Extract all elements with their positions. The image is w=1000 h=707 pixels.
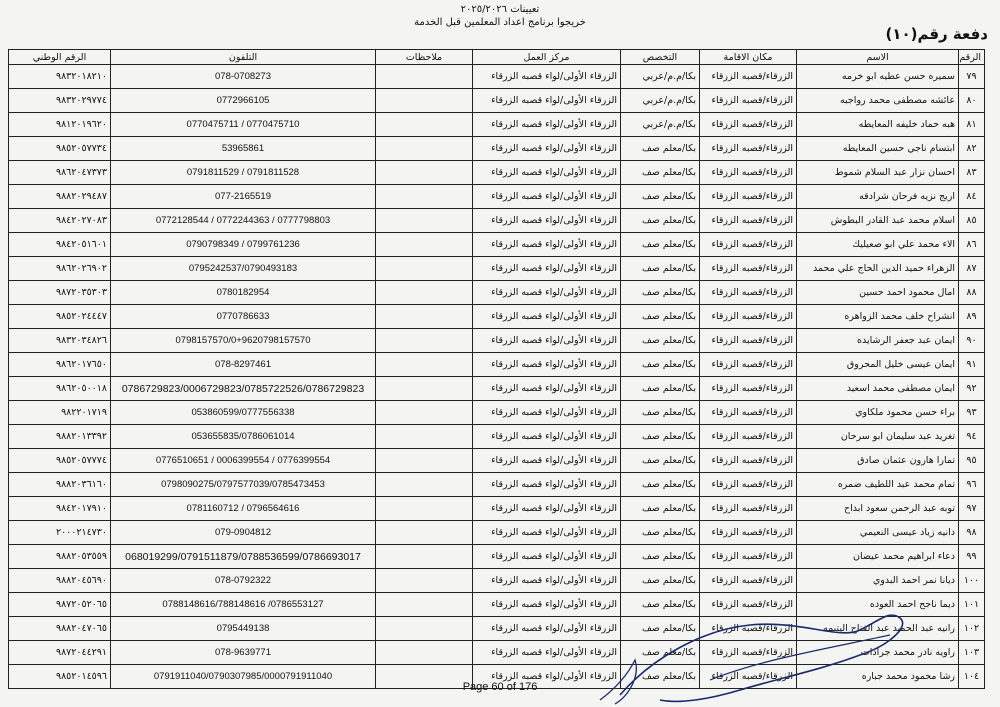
table-row [9,617,985,641]
phone-number-cell: 079-0904812 [111,521,376,545]
workplace-cell: الزرقاء الأولى/لواء قصبه الزرقاء [473,89,621,113]
notes-cell [376,353,473,377]
national-id-cell: ٩٨٥٢٠١٤٥٩٦ [9,665,111,689]
notes-cell [376,449,473,473]
residence-cell: الزرقاء/قصبه الزرقاء [700,665,797,689]
phone-number-cell: 0780182954 [111,281,376,305]
notes-cell [376,281,473,305]
row-number-cell: ٨٤ [959,185,985,209]
workplace-cell: الزرقاء الأولى/لواء قصبه الزرقاء [473,449,621,473]
specialty-cell: بكا/معلم صف [621,161,700,185]
row-number-cell: ٨٧ [959,257,985,281]
phone-number-cell: 068019299/0791511879/0788536599/0786693017 [111,545,376,569]
workplace-cell: الزرقاء الأولى/لواء قصبه الزرقاء [473,425,621,449]
national-id-cell: ٩٨٤٢٠١٧٩١٠ [9,497,111,521]
specialty-cell: بكا/معلم صف [621,569,700,593]
table-row [9,305,985,329]
row-number-cell: ٨٨ [959,281,985,305]
row-number-cell: ٩٠ [959,329,985,353]
col-header-residence: مكان الاقامة [700,50,797,65]
workplace-cell: الزرقاء الأولى/لواء قصبه الزرقاء [473,401,621,425]
residence-cell: الزرقاء/قصبه الزرقاء [700,593,797,617]
residence-cell: الزرقاء/قصبه الزرقاء [700,473,797,497]
notes-cell [376,473,473,497]
person-name-cell: امال محمود احمد حسين [797,281,959,305]
residence-cell: الزرقاء/قصبه الزرقاء [700,281,797,305]
table-row [9,329,985,353]
residence-cell: الزرقاء/قصبه الزرقاء [700,401,797,425]
specialty-cell: بكا/معلم صف [621,545,700,569]
phone-number-cell: 0795242537/0790493183 [111,257,376,281]
national-id-cell: ٩٨٧٢٠٤٤٢٩١ [9,641,111,665]
batch-number: دفعة رقم(١٠) [885,25,988,43]
notes-cell [376,209,473,233]
table-row [9,89,985,113]
workplace-cell: الزرقاء الأولى/لواء قصبه الزرقاء [473,185,621,209]
table-row [9,641,985,665]
table-row [9,377,985,401]
residence-cell: الزرقاء/قصبه الزرقاء [700,497,797,521]
national-id-cell: ٩٨٨٢٠٣٦١٦٠ [9,473,111,497]
row-number-cell: ٧٩ [959,65,985,89]
notes-cell [376,113,473,137]
phone-number-cell: 0772966105 [111,89,376,113]
workplace-cell: الزرقاء الأولى/لواء قصبه الزرقاء [473,473,621,497]
national-id-cell: ٩٨٦٢٠٢٦٩٠٢ [9,257,111,281]
workplace-cell: الزرقاء الأولى/لواء قصبه الزرقاء [473,113,621,137]
table-row [9,209,985,233]
specialty-cell: بكا/م.م/عربي [621,89,700,113]
workplace-cell: الزرقاء الأولى/لواء قصبه الزرقاء [473,257,621,281]
national-id-cell: ٩٨٨٢٠٤٧٠٦٥ [9,617,111,641]
phone-number-cell: 078-0792322 [111,569,376,593]
person-name-cell: عائشه مصطفى محمد رواجبه [797,89,959,113]
residence-cell: الزرقاء/قصبه الزرقاء [700,617,797,641]
national-id-cell: ٩٨٤٢٠٢٧٠٨٣ [9,209,111,233]
phone-number-cell: 0790798349 / 0799761236 [111,233,376,257]
notes-cell [376,377,473,401]
residence-cell: الزرقاء/قصبه الزرقاء [700,257,797,281]
phone-number-cell: 078-9639771 [111,641,376,665]
specialty-cell: بكا/معلم صف [621,497,700,521]
notes-cell [376,545,473,569]
row-number-cell: ٩٩ [959,545,985,569]
person-name-cell: ايمان عيسى خليل المحروق [797,353,959,377]
row-number-cell: ٩٣ [959,401,985,425]
person-name-cell: احسان نزار عبد السلام شموط [797,161,959,185]
table-row [9,497,985,521]
notes-cell [376,257,473,281]
workplace-cell: الزرقاء الأولى/لواء قصبه الزرقاء [473,377,621,401]
row-number-cell: ٩٤ [959,425,985,449]
document-title: تعيينات ٢٠٢٥/٢٠٢٦ [460,4,540,15]
specialty-cell: بكا/معلم صف [621,209,700,233]
residence-cell: الزرقاء/قصبه الزرقاء [700,161,797,185]
table-row [9,473,985,497]
workplace-cell: الزرقاء الأولى/لواء قصبه الزرقاء [473,593,621,617]
row-number-cell: ١٠٢ [959,617,985,641]
residence-cell: الزرقاء/قصبه الزرقاء [700,569,797,593]
notes-cell [376,569,473,593]
table-row [9,113,985,137]
table-row [9,281,985,305]
person-name-cell: انشراح خلف محمد الزواهره [797,305,959,329]
workplace-cell: الزرقاء الأولى/لواء قصبه الزرقاء [473,281,621,305]
specialty-cell: بكا/معلم صف [621,425,700,449]
specialty-cell: بكا/معلم صف [621,641,700,665]
col-header-phone: التلفون [111,50,376,65]
workplace-cell: الزرقاء الأولى/لواء قصبه الزرقاء [473,545,621,569]
specialty-cell: بكا/معلم صف [621,185,700,209]
workplace-cell: الزرقاء الأولى/لواء قصبه الزرقاء [473,497,621,521]
residence-cell: الزرقاء/قصبه الزرقاء [700,113,797,137]
specialty-cell: بكا/معلم صف [621,281,700,305]
residence-cell: الزرقاء/قصبه الزرقاء [700,545,797,569]
person-name-cell: راويه نادر محمد جرادات [797,641,959,665]
person-name-cell: ديانا نمر احمد البدوي [797,569,959,593]
person-name-cell: تغريد عبد سليمان ابو سرحان [797,425,959,449]
person-name-cell: اريج نزيه فرحان شرادقه [797,185,959,209]
phone-number-cell: 0791911040/0790307985/0000791911040 [111,665,376,689]
phone-number-cell: 0772128544 / 0772244363 / 0777798803 [111,209,376,233]
national-id-cell: ٩٨٨٢٠٤٥٦٩٠ [9,569,111,593]
specialty-cell: بكا/معلم صف [621,377,700,401]
notes-cell [376,161,473,185]
row-number-cell: ١٠٠ [959,569,985,593]
col-header-num: الرقم [959,50,985,65]
person-name-cell: براء حسن محمود ملكاوي [797,401,959,425]
table-row [9,185,985,209]
residence-cell: الزرقاء/قصبه الزرقاء [700,305,797,329]
row-number-cell: ٩٦ [959,473,985,497]
person-name-cell: الاء محمد علي ابو صعيليك [797,233,959,257]
person-name-cell: ابتسام ناجي حسين المعايطه [797,137,959,161]
workplace-cell: الزرقاء الأولى/لواء قصبه الزرقاء [473,137,621,161]
phone-number-cell: 078-8297461 [111,353,376,377]
notes-cell [376,641,473,665]
person-name-cell: دعاء ابراهيم محمد عيضان [797,545,959,569]
workplace-cell: الزرقاء الأولى/لواء قصبه الزرقاء [473,665,621,689]
residence-cell: الزرقاء/قصبه الزرقاء [700,641,797,665]
specialty-cell: بكا/معلم صف [621,473,700,497]
row-number-cell: ٩٧ [959,497,985,521]
specialty-cell: بكا/معلم صف [621,449,700,473]
table-row [9,401,985,425]
specialty-cell: بكا/م.م/عربي [621,113,700,137]
col-header-workplace: مركز العمل [473,50,621,65]
person-name-cell: ايمان عبد جعفر الرشايده [797,329,959,353]
table-row [9,521,985,545]
notes-cell [376,593,473,617]
workplace-cell: الزرقاء الأولى/لواء قصبه الزرقاء [473,641,621,665]
table-row [9,353,985,377]
table-row [9,233,985,257]
table-row [9,161,985,185]
notes-cell [376,521,473,545]
national-id-cell: ٩٨٥٢٠٢٤٤٤٧ [9,305,111,329]
national-id-cell: ٩٨٨٢٠٢٩٤٨٧ [9,185,111,209]
phone-number-cell: 0781160712 / 0796564616 [111,497,376,521]
notes-cell [376,137,473,161]
workplace-cell: الزرقاء الأولى/لواء قصبه الزرقاء [473,569,621,593]
national-id-cell: ٩٨٥٢٠٥٧٧٣٤ [9,137,111,161]
specialty-cell: بكا/معلم صف [621,521,700,545]
national-id-cell: ٢٠٠٠٢١٤٧٣٠ [9,521,111,545]
specialty-cell: بكا/معلم صف [621,233,700,257]
specialty-cell: بكا/معلم صف [621,593,700,617]
row-number-cell: ١٠١ [959,593,985,617]
person-name-cell: تمارا هارون عثمان صادق [797,449,959,473]
residence-cell: الزرقاء/قصبه الزرقاء [700,137,797,161]
row-number-cell: ٨١ [959,113,985,137]
row-number-cell: ٩٢ [959,377,985,401]
phone-number-cell: 0770786633 [111,305,376,329]
national-id-cell: ٩٨٨٢٠١٣٣٩٢ [9,425,111,449]
national-id-cell: ٩٨١٢٠١٩٦٢٠ [9,113,111,137]
row-number-cell: ٩٨ [959,521,985,545]
specialty-cell: بكا/معلم صف [621,617,700,641]
national-id-cell: ٩٨٤٢٠٥١٦٠١ [9,233,111,257]
specialty-cell: بكا/م.م/عربي [621,65,700,89]
national-id-cell: ٩٨٣٢٠٣٤٨٢٦ [9,329,111,353]
residence-cell: الزرقاء/قصبه الزرقاء [700,65,797,89]
national-id-cell: ٩٨٥٢٠٥٧٧٧٤ [9,449,111,473]
phone-number-cell: 0795449138 [111,617,376,641]
person-name-cell: ايمان مصطفى محمد اسعيد [797,377,959,401]
notes-cell [376,65,473,89]
page-number: Page 60 of 176 [462,681,538,693]
workplace-cell: الزرقاء الأولى/لواء قصبه الزرقاء [473,305,621,329]
row-number-cell: ٩٥ [959,449,985,473]
phone-number-cell: 0791811529 / 0791811528 [111,161,376,185]
appointments-table [8,49,985,689]
row-number-cell: ١٠٤ [959,665,985,689]
notes-cell [376,329,473,353]
table-row [9,137,985,161]
document-subtitle: خريجوا برنامج اعداد المعلمين قبل الخدمة [414,17,586,28]
person-name-cell: دانيه زياد عيسى النعيمي [797,521,959,545]
row-number-cell: ٨٥ [959,209,985,233]
national-id-cell: ٩٨٨٢٠٥٣٥٥٩ [9,545,111,569]
phone-number-cell: 053860599/0777556338 [111,401,376,425]
row-number-cell: ٨٣ [959,161,985,185]
person-name-cell: رانيه عبد الحميد عبد الفتاح اليتيمه [797,617,959,641]
national-id-cell: ٩٨٦٢٠٥٠٠١٨ [9,377,111,401]
row-number-cell: ٨٩ [959,305,985,329]
notes-cell [376,401,473,425]
national-id-cell: ٩٨٦٢٠٤٧٣٧٣ [9,161,111,185]
person-name-cell: الزهراء حميد الدين الحاج علي محمد [797,257,959,281]
col-header-national-id: الرقم الوطني [9,50,111,65]
specialty-cell: بكا/معلم صف [621,401,700,425]
workplace-cell: الزرقاء الأولى/لواء قصبه الزرقاء [473,65,621,89]
person-name-cell: ديما ناجح احمد العوده [797,593,959,617]
national-id-cell: ٩٨٧٢٠٣٥٣٠٣ [9,281,111,305]
table-row [9,425,985,449]
residence-cell: الزرقاء/قصبه الزرقاء [700,89,797,113]
notes-cell [376,617,473,641]
row-number-cell: ٩١ [959,353,985,377]
workplace-cell: الزرقاء الأولى/لواء قصبه الزرقاء [473,617,621,641]
national-id-cell: ٩٨٢٢٠١٧١٩ [9,401,111,425]
phone-number-cell: 0770475711 / 0770475710 [111,113,376,137]
notes-cell [376,497,473,521]
row-number-cell: ٨٦ [959,233,985,257]
table-row [9,569,985,593]
table-row [9,449,985,473]
national-id-cell: ٩٨٧٢٠٥٢٠٦٥ [9,593,111,617]
row-number-cell: ٨٢ [959,137,985,161]
row-number-cell: ١٠٣ [959,641,985,665]
national-id-cell: ٩٨٣٢٠٢٩٧٧٤ [9,89,111,113]
workplace-cell: الزرقاء الأولى/لواء قصبه الزرقاء [473,233,621,257]
notes-cell [376,185,473,209]
workplace-cell: الزرقاء الأولى/لواء قصبه الزرقاء [473,209,621,233]
national-id-cell: ٩٨٦٢٠١٧٦٥٠ [9,353,111,377]
phone-number-cell: 53965861 [111,137,376,161]
notes-cell [376,89,473,113]
residence-cell: الزرقاء/قصبه الزرقاء [700,353,797,377]
specialty-cell: بكا/معلم صف [621,257,700,281]
phone-number-cell: 0788148616/788148616 /0786553127 [111,593,376,617]
phone-number-cell: 0776510651 / 0006399554 / 0776399554 [111,449,376,473]
specialty-cell: بكا/معلم صف [621,665,700,689]
person-name-cell: هبه حماد خليفه المعايطه [797,113,959,137]
residence-cell: الزرقاء/قصبه الزرقاء [700,209,797,233]
residence-cell: الزرقاء/قصبه الزرقاء [700,449,797,473]
phone-number-cell: 077-2165519 [111,185,376,209]
workplace-cell: الزرقاء الأولى/لواء قصبه الزرقاء [473,353,621,377]
workplace-cell: الزرقاء الأولى/لواء قصبه الزرقاء [473,161,621,185]
table-row [9,65,985,89]
person-name-cell: اسلام محمد عبد القادر البطوش [797,209,959,233]
residence-cell: الزرقاء/قصبه الزرقاء [700,377,797,401]
col-header-notes: ملاحظات [376,50,473,65]
notes-cell [376,233,473,257]
person-name-cell: توبه عبد الرحمن سعود ابداح [797,497,959,521]
specialty-cell: بكا/معلم صف [621,137,700,161]
specialty-cell: بكا/معلم صف [621,353,700,377]
col-header-specialty: التخصص [621,50,700,65]
notes-cell [376,305,473,329]
national-id-cell: ٩٨٣٢٠١٨٢١٠ [9,65,111,89]
table-row [9,545,985,569]
residence-cell: الزرقاء/قصبه الزرقاء [700,425,797,449]
phone-number-cell: 053655835/0786061014 [111,425,376,449]
specialty-cell: بكا/معلم صف [621,329,700,353]
phone-number-cell: 0786729823/0006729823/0785722526/0786729823 [111,377,376,401]
workplace-cell: الزرقاء الأولى/لواء قصبه الزرقاء [473,521,621,545]
residence-cell: الزرقاء/قصبه الزرقاء [700,233,797,257]
table-row [9,257,985,281]
person-name-cell: رشا محمود محمد جباره [797,665,959,689]
person-name-cell: تمام محمد عبد اللطيف ضمره [797,473,959,497]
phone-number-cell: 0798157570/0+9620798157570 [111,329,376,353]
phone-number-cell: 078-0708273 [111,65,376,89]
workplace-cell: الزرقاء الأولى/لواء قصبه الزرقاء [473,329,621,353]
residence-cell: الزرقاء/قصبه الزرقاء [700,521,797,545]
specialty-cell: بكا/معلم صف [621,305,700,329]
row-number-cell: ٨٠ [959,89,985,113]
col-header-name: الاسم [797,50,959,65]
phone-number-cell: 0798090275/0797577039/0785473453 [111,473,376,497]
residence-cell: الزرقاء/قصبه الزرقاء [700,185,797,209]
table-row [9,593,985,617]
table-header-row [9,50,985,65]
person-name-cell: سميره حسن عطيه ابو خرمه [797,65,959,89]
notes-cell [376,425,473,449]
residence-cell: الزرقاء/قصبه الزرقاء [700,329,797,353]
